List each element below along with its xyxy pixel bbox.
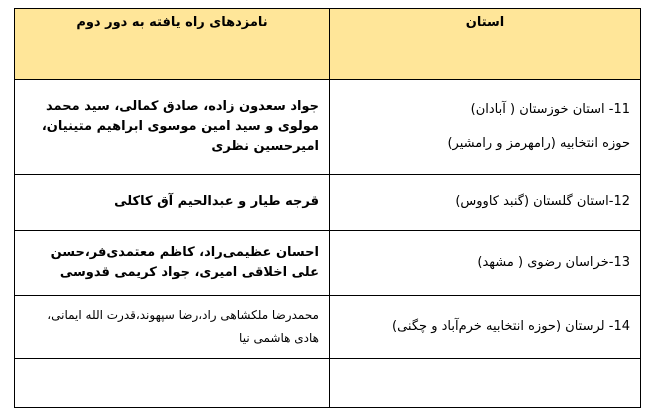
candidates-cell: قرجه طیار و عبدالحیم آق کاکلی [15,175,330,231]
candidates-cell: احسان عظیمی‌راد، کاظم معتمدی‌فر،حسن علی اخلاقی امیری، جواد کریمی قدوسی [15,231,330,296]
candidates-cell: جواد سعدون زاده، صادق کمالی، سید محمد مولوی و سید امین موسوی ابراهیم متینیان، امیرحسین نظری [15,80,330,175]
runoff-candidates-table [14,8,641,408]
header-province: استان [330,9,641,80]
table-row [15,175,641,231]
province-cell [330,231,641,296]
table-header-row [15,9,641,80]
header-candidates: نامزدهای راه یافته به دور دوم [15,9,330,80]
province-cell [330,296,641,359]
table-row-empty [15,359,641,408]
candidates-cell [15,359,330,408]
province-name: 13-خراسان رضوی ( مشهد) [477,254,630,270]
constituency-name: حوزه انتخابیه (رامهرمز و رامشیر) [447,136,630,151]
table-row [15,296,641,359]
table-row [15,80,641,175]
province-name: 14- لرستان (حوزه انتخابیه خرم‌آباد و چگنی) [392,318,630,334]
province-cell [330,175,641,231]
province-name: 11- استان خوزستان ( آبادان) [470,101,630,117]
candidates-cell: محمدرضا ملکشاهی راد،رضا سپهوند،قدرت الله ایمانی، هادی هاشمی نیا [15,296,330,359]
table-row [15,231,641,296]
province-cell [330,80,641,175]
province-name: 12-استان گلستان (گنبد کاووس) [455,194,630,210]
province-cell [330,359,641,408]
